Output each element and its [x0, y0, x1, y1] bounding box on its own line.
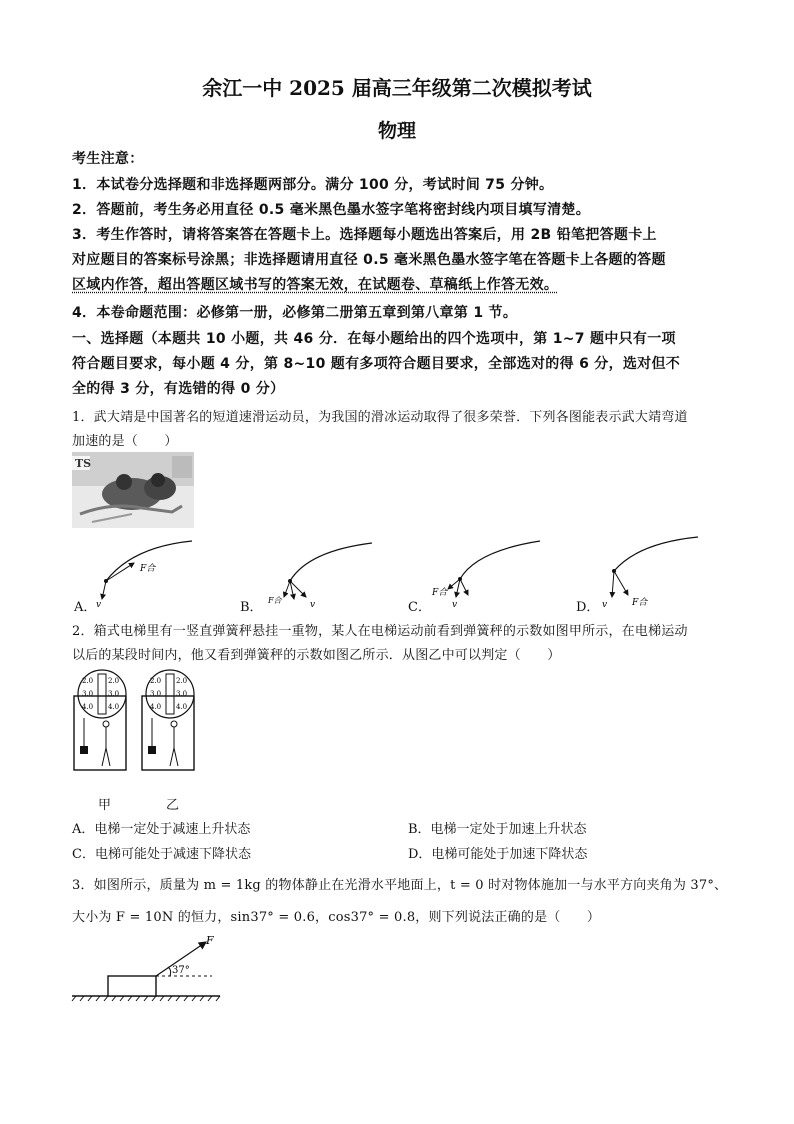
section-heading-line-1: 一、选择题（本题共 10 小题，共 46 分．在每小题给出的四个选项中，第 1~7 题中只有一项 — [72, 331, 676, 347]
q2-left-tick-1: 2.0 — [82, 677, 94, 685]
q2-left-tick-2: 3.0 — [82, 690, 94, 698]
q2-option-c: C．电梯可能处于减速下降状态 — [72, 847, 251, 862]
q2-left-tick-4: 2.0 — [108, 677, 120, 685]
notice-heading: 考生注意： — [72, 151, 144, 167]
q1-a-velocity-label: v — [96, 600, 102, 610]
q2-caption-right: 乙 — [166, 798, 180, 813]
q2-right-tick-6: 4.0 — [176, 703, 188, 711]
q2-option-d: D．电梯可能处于加速下降状态 — [408, 847, 588, 862]
q2-left-tick-6: 4.0 — [108, 703, 120, 711]
q1-diagram-a — [96, 541, 192, 610]
q2-option-a: A．电梯一定处于减速上升状态 — [72, 822, 251, 837]
skater-photo — [72, 452, 194, 528]
q1-d-force-label: F合 — [632, 598, 648, 608]
q2-right-tick-1: 2.0 — [150, 677, 162, 685]
q1-options — [72, 535, 732, 615]
q2-option-b: B．电梯一定处于加速上升状态 — [408, 822, 587, 837]
q1-option-d: D． — [576, 600, 600, 615]
q1-c-force-label: F合 — [432, 588, 448, 598]
q2-right-tick-3: 4.0 — [150, 703, 162, 711]
q2-right-tick-2: 3.0 — [150, 690, 162, 698]
q2-right-tick-4: 2.0 — [176, 677, 188, 685]
q2-text-line-1: 2．箱式电梯里有一竖直弹簧秤悬挂一重物，某人在电梯运动前看到弹簧秤的示数如图甲所示，在电梯运动 — [72, 624, 688, 639]
q1-diagram-d — [602, 537, 698, 610]
q3-text-line-1: 3．如图所示，质量为 m = 1kg 的物体静止在光滑水平地面上，t = 0 时对物体施加一与水平方向夹角为 37°、 — [72, 878, 728, 893]
q2-figure — [72, 666, 202, 774]
q2-left-tick-5: 3.0 — [108, 690, 120, 698]
q3-force-label: F — [206, 934, 214, 947]
q2-caption-left: 甲 — [98, 798, 112, 813]
q1-text-line-1: 1．武大靖是中国著名的短道速滑运动员，为我国的滑冰运动取得了很多荣誉．下列各图能表示武大靖弯道 — [72, 410, 688, 425]
q3-angle-label: 37° — [172, 965, 190, 976]
exam-title: 余江一中 2025 届高三年级第二次模拟考试 — [202, 76, 592, 100]
photo-label: TS — [75, 457, 92, 470]
q1-option-a: A． — [74, 600, 97, 615]
notice-item-4: 4．本卷命题范围：必修第一册，必修第二册第五章到第八章第 1 节。 — [72, 305, 518, 321]
q1-option-c: C． — [408, 600, 431, 615]
q2-text-line-2: 以后的某段时间内，他又看到弹簧秤的示数如图乙所示．从图乙中可以判定（ ） — [72, 648, 561, 663]
q1-b-velocity-label: v — [310, 600, 316, 610]
subject-title: 物理 — [377, 120, 416, 142]
q1-option-b: B． — [240, 600, 263, 615]
notice-item-1: 1．本试卷分选择题和非选择题两部分。满分 100 分，考试时间 75 分钟。 — [72, 177, 554, 193]
q3-figure — [70, 930, 230, 1002]
q1-c-velocity-label: v — [452, 600, 458, 610]
q1-d-velocity-label: v — [602, 600, 608, 610]
q1-a-force-label: F合 — [140, 564, 156, 574]
q1-diagram-b — [267, 543, 372, 610]
notice-item-2: 2．答题前，考生务必用直径 0.5 毫米黑色墨水签字笔将密封线内项目填写清楚。 — [72, 202, 590, 218]
q2-left-tick-3: 4.0 — [82, 703, 94, 711]
notice-item-3-cont2: 区域内作答，超出答题区域书写的答案无效，在试题卷、草稿纸上作答无效。 — [72, 277, 559, 293]
q2-right-tick-5: 3.0 — [176, 690, 188, 698]
q3-text-line-2: 大小为 F = 10N 的恒力，sin37° = 0.6，cos37° = 0.8，则下列说法正确的是（ ） — [72, 910, 601, 925]
notice-item-3-cont: 对应题目的答案标号涂黑；非选择题请用直径 0.5 毫米黑色墨水签字笔在答题卡上各题的答题 — [72, 252, 666, 268]
q1-b-force-label: F合 — [268, 596, 282, 605]
section-heading-line-3: 全的得 3 分，有选错的得 0 分） — [72, 381, 285, 397]
q1-text-line-2: 加速的是（ ） — [72, 434, 178, 449]
section-heading-line-2: 符合题目要求，每小题 4 分，第 8~10 题有多项符合题目要求，全部选对的得 6 分，选对但不 — [72, 356, 681, 372]
q1-diagram-c — [431, 541, 540, 610]
notice-item-3: 3．考生作答时，请将答案答在答题卡上。选择题每小题选出答案后，用 2B 铅笔把答题卡上 — [72, 227, 657, 243]
